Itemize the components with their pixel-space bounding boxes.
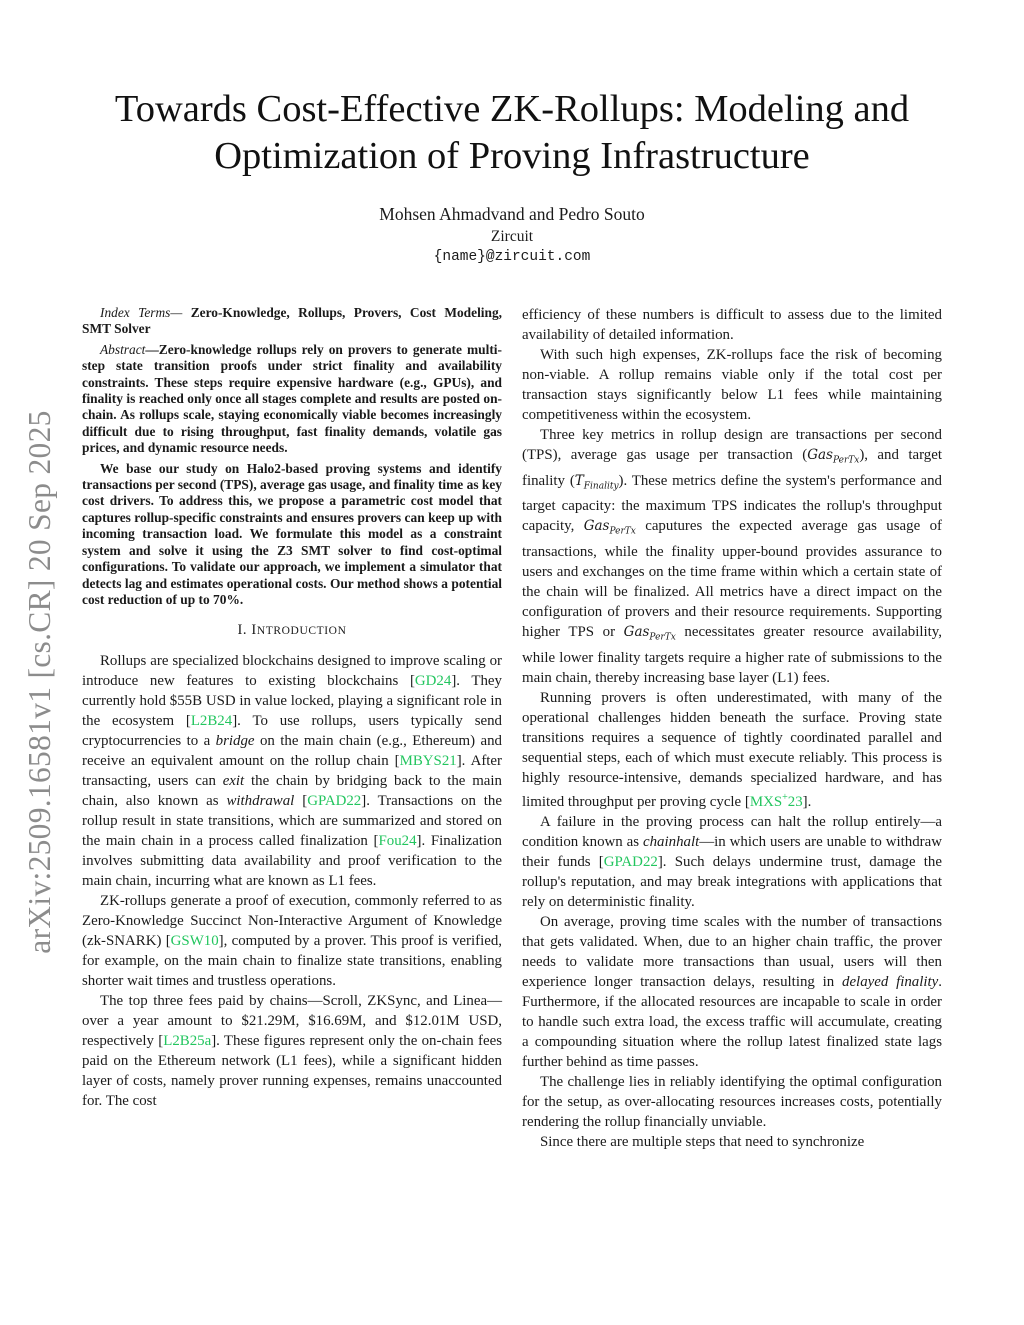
index-terms: Index Terms— Zero-Knowledge, Rollups, Provers, Cost Modeling, SMT Solver [82, 305, 502, 337]
abstract-paragraph-1: Abstract—Zero-knowledge rollups rely on provers to generate multi-step state transition proofs under strict finality and availability constraints. These steps require expensive hardware (e.g., GPUs), and finality is reached only once all stages complete and results are posted on-chain. As rollups scale, staying economically viable becomes increasingly difficult due to rising throughput, fast finality demands, volatile gas prices, and dynamic resource needs. [82, 341, 502, 456]
gas-per-tx-symbol: Gas$_{PerTx}$ [807, 447, 860, 466]
citation-link[interactable]: MXS+23 [749, 791, 803, 810]
citation-link[interactable]: GPAD22 [603, 853, 658, 870]
citation-link[interactable]: Fou24 [378, 833, 417, 850]
right-paragraph-2: With such high expenses, ZK-rollups face the risk of becoming non-viable. A rollup remains viable only if the total cost per transaction stays significantly below L1 fees while maintaining competitiveness within the ecosystem. [522, 347, 942, 423]
affiliation: Zircuit [490, 228, 534, 245]
right-paragraph-6: On average, proving time scales with the number of transactions that gets validated. When, due to an higher chain traffic, the prover needs to validate more transactions than usual, users will then experience longer transaction delays, resulting in delayed finality. Furthermore, if the allocated resources are incapable to scale in order to handle such extra load, the excess traffic will accumulate, creating a compounding situation where the rollup latest finalized state lags further behind as time passes. [522, 913, 943, 1070]
right-paragraph-7: The challenge lies in reliably identifying the optimal configuration for the setup, as over-allocating resources increases costs, potentially rendering the rollup financially unviable. [522, 1073, 942, 1130]
gas-per-tx-symbol: Gas$_{PerTx}$ [623, 624, 676, 643]
authors: Mohsen Ahmadvand and Pedro Souto [379, 204, 645, 224]
intro-paragraph-2: ZK-rollups generate a proof of execution, commonly referred to as Zero-Knowledge Succinct Non-Interactive Argument of Knowledge (zk-SNARK) [GSW10], computed by a prover. This proof is verified, for example, on the main chain to finalize state transitions, enabling shorter wait times and trustless operations. [82, 893, 502, 990]
section-heading-introduction: I. INTRODUCTION [237, 622, 347, 639]
intro-paragraph-1: Rollups are specialized blockchains designed to improve scaling or introduce new features to existing blockchains [GD24]. They currently hold $55B USD in value locked, playing a significant role in the ecosystem [L2B24]. To use rollups, users typically send cryptocurrencies to a bridge on the main chain (e.g., Ethereum) and receive an equivalent amount on the rollup chain [MBYS21]. After transacting, users can exit the chain by bridging back to the main chain, also known as withdrawal [GPAD22]. Transactions on the rollup result in state transitions, which are summarized and stored on the main chain in a process called finalization [Fou24]. Finalization involves submitting data availability and proof verification to the main chain, incurring what are known as L1 fees. [82, 653, 503, 890]
citation-link[interactable]: L2B24 [190, 713, 233, 730]
right-paragraph-5: A failure in the proving process can halt the rollup entirely—a condition known as chainhalt—in which users are unable to withdraw their funds [GPAD22]. Such delays undermine trust, damage the rollup's reputation, and may break integrations with applications that rely on deterministic finality. [522, 813, 942, 910]
intro-paragraph-3: The top three fees paid by chains—Scroll, ZKSync, and Linea—over a year amount to $21.29M, $16.69M, and $12.01M USD, respectively [L2B25a]. These figures represent only the on-chain fees paid on the Ethereum network (L1 fees), while a significant hidden layer of costs, namely prover running expenses, remains unaccounted for. The cost [82, 993, 502, 1110]
citation-link[interactable]: MBYS21 [399, 753, 457, 770]
right-paragraph-8: Since there are multiple steps that need to synchronize [540, 1133, 865, 1150]
paper-title [60, 86, 964, 180]
right-paragraph-3: Three key metrics in rollup design are transactions per second (TPS), average gas usage per transaction (Gas$_{PerTx}$), and target finality $(T_{Finality})$. These metrics define the system's performance and target capacity: the maximum TPS indicates the rollup's throughput capacity, Gas$_{PerTx}$ caputures the expected average gas usage of transactions, while the finality upper-bound provides assurance to users and exchanges on the time frame within which a certain state of the chain will be finalized. All metrics have a direct impact on the configuration of provers and their resource requirements. Supporting higher TPS or Gas$_{PerTx}$ necessitates greater resource availability, while lower finality targets require a higher rate of submissions to the main chain, thereby increasing base layer (L1) fees. [522, 427, 942, 686]
citation-link[interactable]: GPAD22 [307, 793, 362, 810]
citation-link[interactable]: GD24 [414, 673, 452, 690]
right-column [522, 305, 942, 1152]
arxiv-identifier-stamp: arXiv:2509.16581v1 [cs.CR] 20 Sep 2025 [22, 410, 57, 954]
citation-link[interactable]: L2B25a [163, 1033, 212, 1050]
title-line-2: Optimization of Proving Infrastructure [214, 135, 810, 177]
right-paragraph-4: Running provers is often underestimated, with many of the operational challenges hidden beneath the surface. Proving state transitions requires a sequence of tightly coordinated parallel and sequential steps, each of which must execute reliably. This process is highly resource-intensive, demands specialized hardware, and has limited throughput per proving cycle [MXS+23]. [522, 689, 942, 810]
right-paragraph-1: efficiency of these numbers is difficult to assess due to the limited availability of detailed information. [522, 307, 942, 343]
abstract-paragraph-2: We base our study on Halo2-based proving systems and identify transactions per second (TPS), average gas usage, and finality time as key cost drivers. To address this, we propose a parametric cost model that captures rollup-specific constraints and ensures provers can keep up with incoming transaction load. We formulate this model as a constraint system and solve it using the Z3 SMT solver to find cost-optimal configurations. To validate our approach, we implement a simulator that detects lag and estimates operational costs. Our method shows a potential cost reduction of up to 70%. [82, 460, 502, 607]
author-email: {name}@zircuit.com [433, 249, 591, 265]
citation-link[interactable]: GSW10 [170, 933, 219, 950]
gas-per-tx-symbol: Gas$_{PerTx}$ [583, 518, 636, 538]
title-line-1: Towards Cost-Effective ZK-Rollups: Modeling and [114, 88, 910, 130]
left-column [82, 305, 502, 1111]
t-finality-symbol: $T_{Finality}$ [574, 472, 619, 492]
